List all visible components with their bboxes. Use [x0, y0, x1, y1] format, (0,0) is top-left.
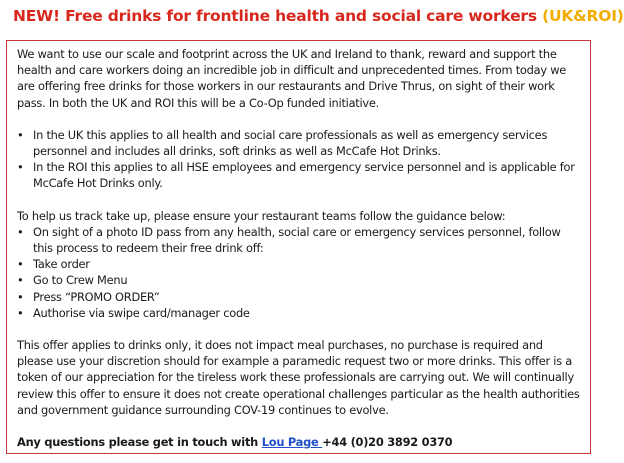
list-item-step: • Go to Crew Menu	[17, 272, 580, 288]
contact-line	[17, 434, 580, 450]
contact-link[interactable]: Lou Page	[261, 435, 323, 450]
list-item-uk: • In the UK this applies to all health and social care professionals as well as emergency services personnel and includes all drinks, soft drinks as well as McCafe Hot Drinks.	[17, 127, 580, 159]
intro-paragraph: We want to use our scale and footprint across the UK and Ireland to thank, reward and support the health and care workers doing an incredible job in difficult and unprecedented times. From today we are offering free drinks for those workers in our restaurants and Drive Thrus, on sight of their work pass. In both the UK and ROI this will be a Co-Op funded initiative.	[17, 47, 567, 110]
contact-phone: +44 (0)20 3892 0370	[322, 435, 453, 450]
region-list	[17, 127, 580, 192]
page-title	[13, 7, 624, 25]
list-item-step: • Take order	[17, 256, 580, 272]
list-item-roi: • In the ROI this applies to all HSE employees and emergency service personnel and is applicable for McCafe Hot Drinks only.	[17, 159, 580, 191]
list-item-step: • On sight of a photo ID pass from any health, social care or emergency services personnel, follow this process to redeem their free drink off:	[17, 224, 580, 256]
content-box	[6, 40, 591, 454]
closing-paragraph: This offer applies to drinks only, it does not impact meal purchases, no purchase is required and please use your discretion should for example a paramedic request two or more drinks. This offer is a token of our appreciation for the tireless work these professionals are carrying out. We will continually review this offer to ensure it does not create operational challenges particular as the health authorities and government guidance surrounding COV-19 continues to evolve.	[17, 338, 580, 417]
guidance-intro: To help us track take up, please ensure your restaurant teams follow the guidance below:	[17, 208, 506, 223]
list-item-step: • Press “PROMO ORDER”	[17, 289, 580, 305]
contact-prefix: Any questions please get in touch with	[17, 435, 262, 450]
list-item-step: • Authorise via swipe card/manager code	[17, 305, 580, 321]
title-region: (UK&ROI)	[542, 7, 624, 25]
title-main: NEW! Free drinks for frontline health and social care workers	[13, 7, 537, 25]
steps-list	[17, 224, 580, 321]
